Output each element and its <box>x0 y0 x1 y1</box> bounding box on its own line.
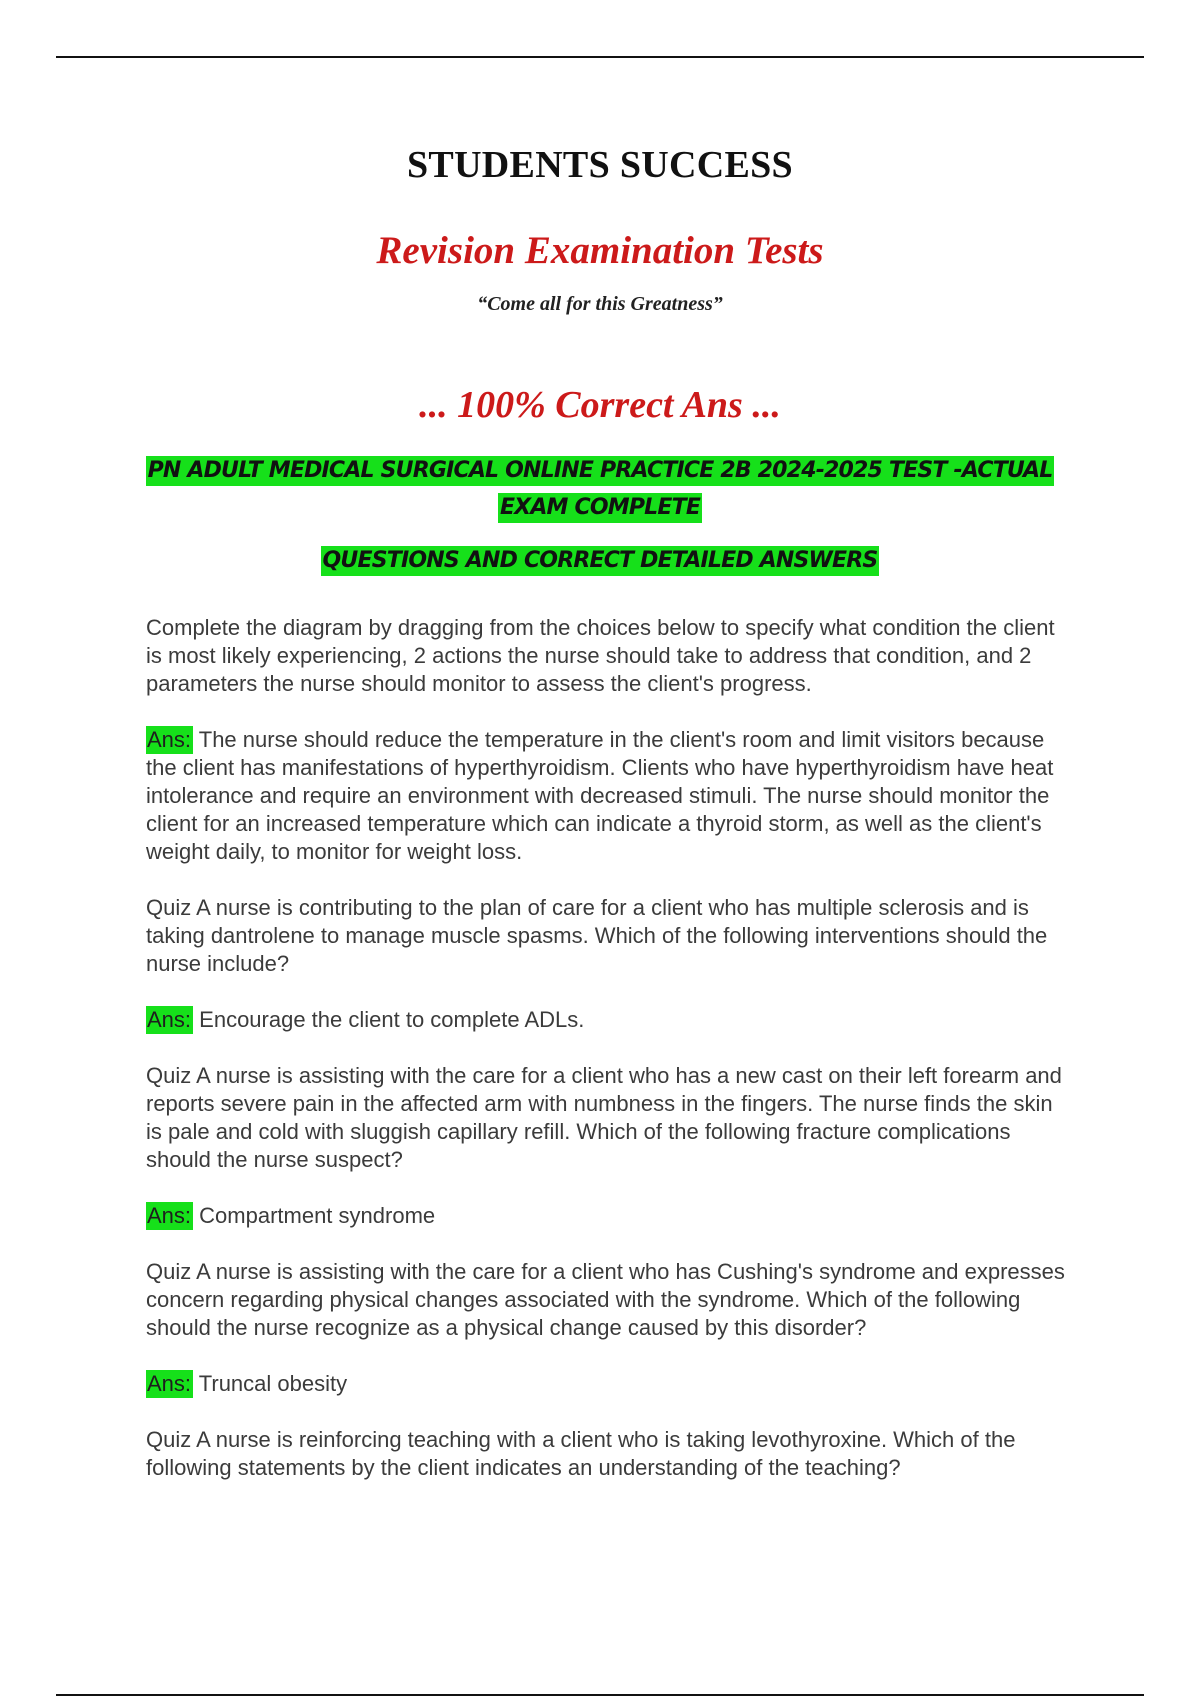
answer-label: Ans: <box>147 1007 192 1032</box>
answer-2 <box>146 1006 1066 1034</box>
bottom-rule <box>56 1694 1144 1696</box>
answer-text-3: Compartment syndrome <box>199 1203 436 1228</box>
brand-title: STUDENTS SUCCESS <box>406 144 793 186</box>
question-5: Quiz A nurse is reinforcing teaching with a client who is taking levothyroxine. Which of the following statements by the client indicates an understanding of the teaching? <box>146 1427 1016 1480</box>
answer-4 <box>146 1370 1066 1398</box>
correct-banner: ... 100% Correct Ans ... <box>419 384 781 426</box>
answer-text-2: Encourage the client to complete ADLs. <box>199 1007 585 1032</box>
answer-3 <box>146 1202 1066 1230</box>
question-3: Quiz A nurse is assisting with the care for a client who has a new cast on their left forearm and reports severe pain in the affected arm with numbness in the fingers. The nurse finds the skin is pale and cold with sluggish capillary refill. Which of the following fracture complications should the nurse suspect? <box>146 1063 1062 1172</box>
answer-text-4: Truncal obesity <box>198 1371 348 1396</box>
exam-title-text-1: PN ADULT MEDICAL SURGICAL ONLINE PRACTICE 2B 2024-2025 TEST -ACTUAL <box>146 456 1055 486</box>
question-4: Quiz A nurse is assisting with the care for a client who has Cushing's syndrome and expresses concern regarding physical changes associated with the syndrome. Which of the following should the nurse recognize as a physical change caused by this disorder? <box>146 1259 1065 1340</box>
answer-text-1: The nurse should reduce the temperature in the client's room and limit visitors because the client has manifestations of hyperthyroidism. Clients who have hyperthyroidism have heat intolerance and require an environment with decreased stimuli. The nurse should monitor the client for an increased temperature which can indicate a thyroid storm, as well as the client's weight daily, to monitor for weight loss. <box>146 727 1054 864</box>
answer-1 <box>146 726 1066 866</box>
qa-content <box>146 614 1066 1510</box>
exam-subtitle-text: QUESTIONS AND CORRECT DETAILED ANSWERS <box>321 546 880 576</box>
subtitle: Revision Examination Tests <box>376 229 824 272</box>
answer-label: Ans: <box>147 1203 192 1228</box>
exam-title-text-2: EXAM COMPLETE <box>498 493 702 523</box>
question-1: Complete the diagram by dragging from the choices below to specify what condition the client is most likely experiencing, 2 actions the nurse should take to address that condition, and 2 parameters the nurse should monitor to assess the client's progress. <box>146 615 1055 696</box>
tagline: “Come all for this Greatness” <box>477 293 723 315</box>
top-rule <box>56 56 1144 58</box>
question-2: Quiz A nurse is contributing to the plan of care for a client who has multiple sclerosis and is taking dantrolene to manage muscle spasms. Which of the following interventions should the nurse include? <box>146 895 1048 976</box>
exam-title-line-1 <box>0 458 1200 483</box>
exam-title-line-2 <box>0 495 1200 520</box>
answer-label: Ans: <box>147 1371 192 1396</box>
exam-subtitle-line <box>0 548 1200 573</box>
answer-label: Ans: <box>147 727 192 752</box>
